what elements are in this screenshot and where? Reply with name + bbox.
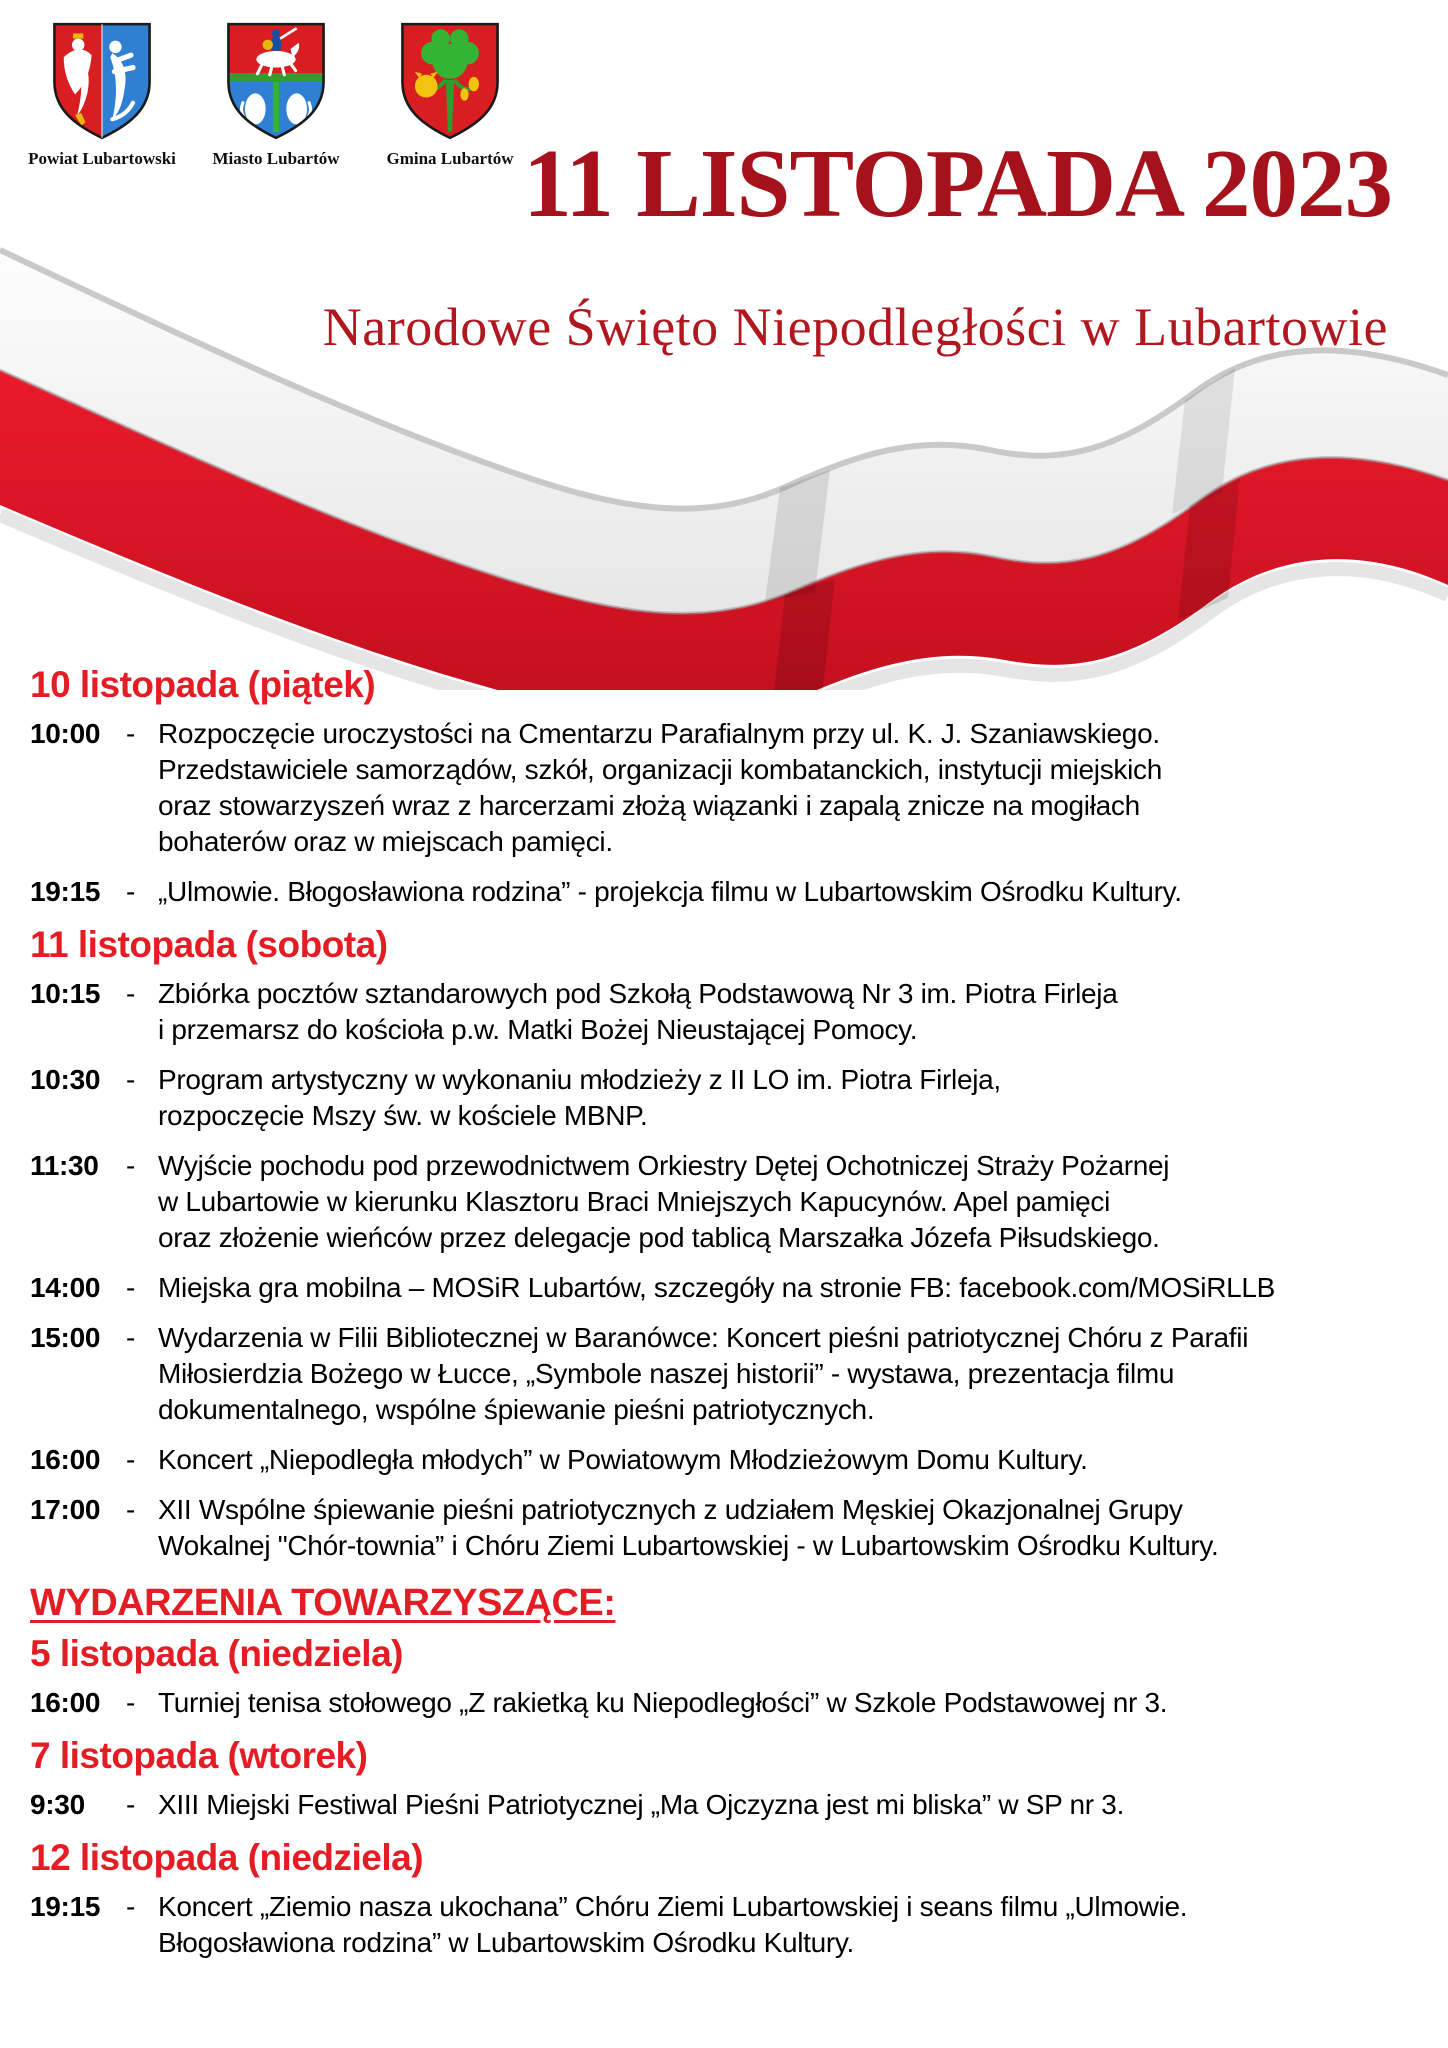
crest-gmina-lubartow	[374, 20, 526, 169]
event-line: XIII Miejski Festiwal Pieśni Patriotycznej „Ma Ojczyzna jest mi bliska” w SP nr 3.	[158, 1789, 1125, 1820]
event-line: Turniej tenisa stołowego „Z rakietką ku Niepodległości” w Szkole Podstawowej nr 3.	[158, 1687, 1168, 1718]
schedule-event-row	[30, 1889, 1430, 1961]
event-schedule	[30, 658, 1430, 1975]
event-dash: -	[126, 1150, 136, 1181]
event-time: 14:00	[30, 1272, 101, 1303]
event-dash: -	[126, 718, 136, 749]
event-time: 19:15	[30, 1891, 101, 1922]
event-text	[158, 1062, 1430, 1134]
event-text	[158, 716, 1430, 860]
schedule-event-row	[30, 1148, 1430, 1256]
event-line: oraz złożenie wieńców przez delegacje pod tablicą Marszałka Józefa Piłsudskiego.	[158, 1222, 1160, 1253]
miasto-lubartow-crest-icon	[223, 20, 329, 142]
event-line: rozpoczęcie Mszy św. w kościele MBNP.	[158, 1100, 648, 1131]
event-line: Rozpoczęcie uroczystości na Cmentarzu Parafialnym przy ul. K. J. Szaniawskiego.	[158, 718, 1160, 749]
schedule-event-row	[30, 1685, 1430, 1721]
schedule-event-row	[30, 1062, 1430, 1134]
event-dash: -	[126, 1789, 136, 1820]
event-text	[158, 1685, 1430, 1721]
event-text	[158, 1787, 1430, 1823]
event-text	[158, 1442, 1430, 1478]
schedule-event-row	[30, 1320, 1430, 1428]
event-line: dokumentalnego, wspólne śpiewanie pieśni patriotycznych.	[158, 1394, 875, 1425]
event-line: bohaterów oraz w miejscach pamięci.	[158, 826, 613, 857]
event-dash: -	[126, 1687, 136, 1718]
event-line: Koncert „Niepodległa młodych” w Powiatowym Młodzieżowym Domu Kultury.	[158, 1444, 1088, 1475]
event-time: 11:30	[30, 1150, 99, 1181]
day-header: 5 listopada (niedziela)	[30, 1633, 403, 1674]
event-text	[158, 1320, 1430, 1428]
day-header: 12 listopada (niedziela)	[30, 1837, 424, 1878]
crest-label: Gmina Lubartów	[386, 149, 514, 168]
event-dash: -	[126, 1891, 136, 1922]
event-time: 10:15	[30, 978, 101, 1009]
event-dash: -	[126, 1494, 136, 1525]
event-dash: -	[126, 978, 136, 1009]
crest-miasto-lubartow	[200, 20, 352, 169]
event-line: Wokalnej "Chór-townia” i Chóru Ziemi Lubartowskiej - w Lubartowskim Ośrodku Kultury.	[158, 1530, 1219, 1561]
event-text	[158, 1270, 1430, 1306]
event-text	[158, 874, 1430, 910]
event-line: oraz stowarzyszeń wraz z harcerzami złożą wiązanki i zapalą znicze na mogiłach	[158, 790, 1140, 821]
crest-label: Miasto Lubartów	[212, 149, 340, 168]
schedule-event-row	[30, 1492, 1430, 1564]
event-time: 17:00	[30, 1494, 101, 1525]
event-line: i przemarsz do kościoła p.w. Matki Bożej Nieustającej Pomocy.	[158, 1014, 918, 1045]
event-text	[158, 1889, 1430, 1961]
event-dash: -	[126, 1272, 136, 1303]
event-text	[158, 1148, 1430, 1256]
event-line: XII Wspólne śpiewanie pieśni patriotycznych z udziałem Męskiej Okazjonalnej Grupy	[158, 1494, 1183, 1525]
day-header: 7 listopada (wtorek)	[30, 1735, 368, 1776]
event-dash: -	[126, 1444, 136, 1475]
event-line: Wydarzenia w Filii Bibliotecznej w Baranówce: Koncert pieśni patriotycznej Chóru z Parafii	[158, 1322, 1249, 1353]
event-line: Przedstawiciele samorządów, szkół, organizacji kombatanckich, instytucji miejskich	[158, 754, 1163, 785]
schedule-event-row	[30, 874, 1430, 910]
schedule-event-row	[30, 1787, 1430, 1823]
event-dash: -	[126, 876, 136, 907]
event-line: Koncert „Ziemio nasza ukochana” Chóru Ziemi Lubartowskiej i seans filmu „Ulmowie.	[158, 1891, 1188, 1922]
event-line: w Lubartowie w kierunku Klasztoru Braci Mniejszych Kapucynów. Apel pamięci	[158, 1186, 1111, 1217]
event-dash: -	[126, 1064, 136, 1095]
event-time: 15:00	[30, 1322, 101, 1353]
event-line: Miłosierdzia Bożego w Łucce, „Symbole naszej historii” - wystawa, prezentacja filmu	[158, 1358, 1175, 1389]
schedule-event-row	[30, 976, 1430, 1048]
event-line: Miejska gra mobilna – MOSiR Lubartów, szczegóły na stronie FB: facebook.com/MOSiRLLB	[158, 1272, 1276, 1303]
event-time: 19:15	[30, 876, 101, 907]
crest-label: Powiat Lubartowski	[28, 149, 176, 168]
page-subtitle: Narodowe Święto Niepodległości w Lubartowie	[322, 297, 1388, 357]
event-text	[158, 976, 1430, 1048]
event-line: Program artystyczny w wykonaniu młodzieży z II LO im. Piotra Firleja,	[158, 1064, 1001, 1095]
event-text	[158, 1492, 1430, 1564]
gmina-lubartow-crest-icon	[397, 20, 503, 142]
schedule-event-row	[30, 716, 1430, 860]
event-time: 9:30	[30, 1789, 85, 1820]
day-header: 10 listopada (piątek)	[30, 664, 376, 705]
page-title: 11 LISTOPADA 2023	[523, 130, 1392, 237]
section-heading: WYDARZENIA TOWARZYSZĄCE:	[30, 1582, 616, 1624]
event-time: 10:30	[30, 1064, 101, 1095]
powiat-lubartowski-crest-icon	[49, 20, 155, 142]
schedule-event-row	[30, 1442, 1430, 1478]
crest-powiat-lubartowski	[26, 20, 178, 169]
event-line: Wyjście pochodu pod przewodnictwem Orkiestry Dętej Ochotniczej Straży Pożarnej	[158, 1150, 1170, 1181]
event-line: Błogosławiona rodzina” w Lubartowskim Ośrodku Kultury.	[158, 1927, 855, 1958]
event-line: Zbiórka pocztów sztandarowych pod Szkołą Podstawową Nr 3 im. Piotra Firleja	[158, 978, 1118, 1009]
schedule-event-row	[30, 1270, 1430, 1306]
event-dash: -	[126, 1322, 136, 1353]
event-line: „Ulmowie. Błogosławiona rodzina” - projekcja filmu w Lubartowskim Ośrodku Kultury.	[158, 876, 1182, 907]
event-time: 16:00	[30, 1687, 101, 1718]
event-time: 16:00	[30, 1444, 101, 1475]
day-header: 11 listopada (sobota)	[30, 924, 388, 965]
event-time: 10:00	[30, 718, 101, 749]
crest-row	[26, 20, 526, 169]
